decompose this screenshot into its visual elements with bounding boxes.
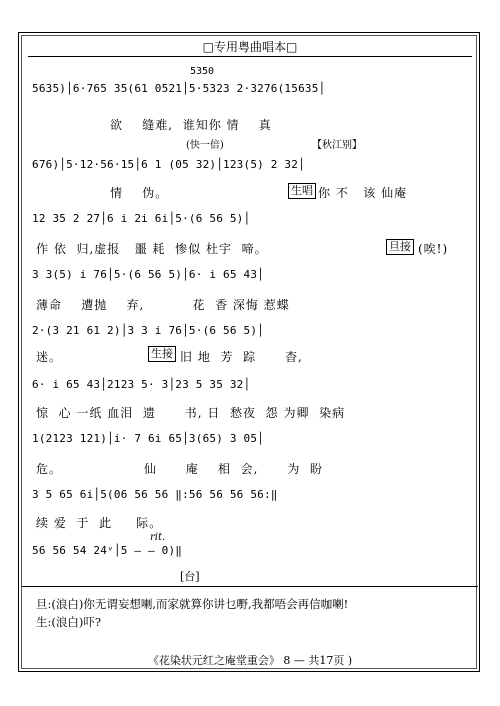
tempo-mark: (快一倍) [186,140,224,151]
dialogue-line-1: 旦:(浪白)你无谓妄想喇,而家就算你讲乜嘢,我都唔会再信咖喇! [36,597,349,611]
lyric-line-8: 续 爱 于 此 际。 [36,516,163,530]
cue-box-dan-reply: 旦接 [386,239,414,255]
notation-line-1: 5635)│6·765 35(61 0521│5·5323 2·3276(15635│ [32,82,326,95]
page-header-title: □专用粤曲唱本□ [202,40,298,54]
lyric-line-2: 情 伪。 [110,186,169,200]
notation-line-5: 2·(3 21 61 2)│3 3 i 76│5·(6 56 5)│ [32,324,264,337]
tai-mark: [台] [180,570,200,583]
cue-box-sheng-sing: 生唱 [288,183,316,199]
notation-line-6: 6· i 65 43│2123 5· 3│23 5 35 32│ [32,378,251,391]
lyric-line-7: 危。 仙 庵 相 会, 为 盼 [36,462,323,476]
notation-line-3: 12 35 2 27│6 i 2i 6i│5·(6 56 5)│ [32,212,251,225]
lyric-line-3: 作 依 归,虚报 噩 耗 惨似 杜宇 啼。 [36,242,268,256]
notation-line-2: 676)│5·12·56·15│6 1 (05 32)│123(5) 2 32│ [32,158,305,171]
upper-notes: 5350 [190,66,215,77]
header-rule [28,56,472,57]
rit-mark: rit. [150,532,166,543]
cue-box-sheng-reply: 生接 [148,346,176,362]
lyric-line-5b: 旧 地 芳 踪 杳, [180,350,303,364]
dialogue-line-2: 生:(浪白)吓? [36,615,102,629]
exclaim-text: (唉!) [418,242,449,256]
lyric-line-1: 欲 缝难, 谁知你 情 真 [110,118,272,132]
dialogue-rule [22,586,478,587]
tune-mark: 【秋江别】 [312,140,362,151]
lyric-line-5: 迷。 [36,350,63,364]
lyric-line-2b: 你 不 该 仙庵 [318,186,408,200]
lyric-line-4: 薄命 遭抛 弃, 花 香 深悔 惹蝶 [36,298,290,312]
page-footer: 《花染状元红之庵堂重会》 8 — 共17页 ) [147,654,353,667]
notation-line-8: 3 5 65 6i│5(06 56 56 ‖:56 56 56 56:‖ [32,488,278,501]
notation-line-4: 3 3(5) i 76│5·(6 56 5)│6· i 65 43│ [32,268,264,281]
lyric-line-6: 惊 心 一纸 血泪 遗 书, 日 愁夜 怨 为卿 染病 [36,406,346,420]
notation-line-7: 1(2123 121)│i· 7 6i 65│3(65) 3 05│ [32,432,264,445]
notation-line-9: 56 56 54 24ᵛ│5 — — 0)‖ [32,544,183,557]
